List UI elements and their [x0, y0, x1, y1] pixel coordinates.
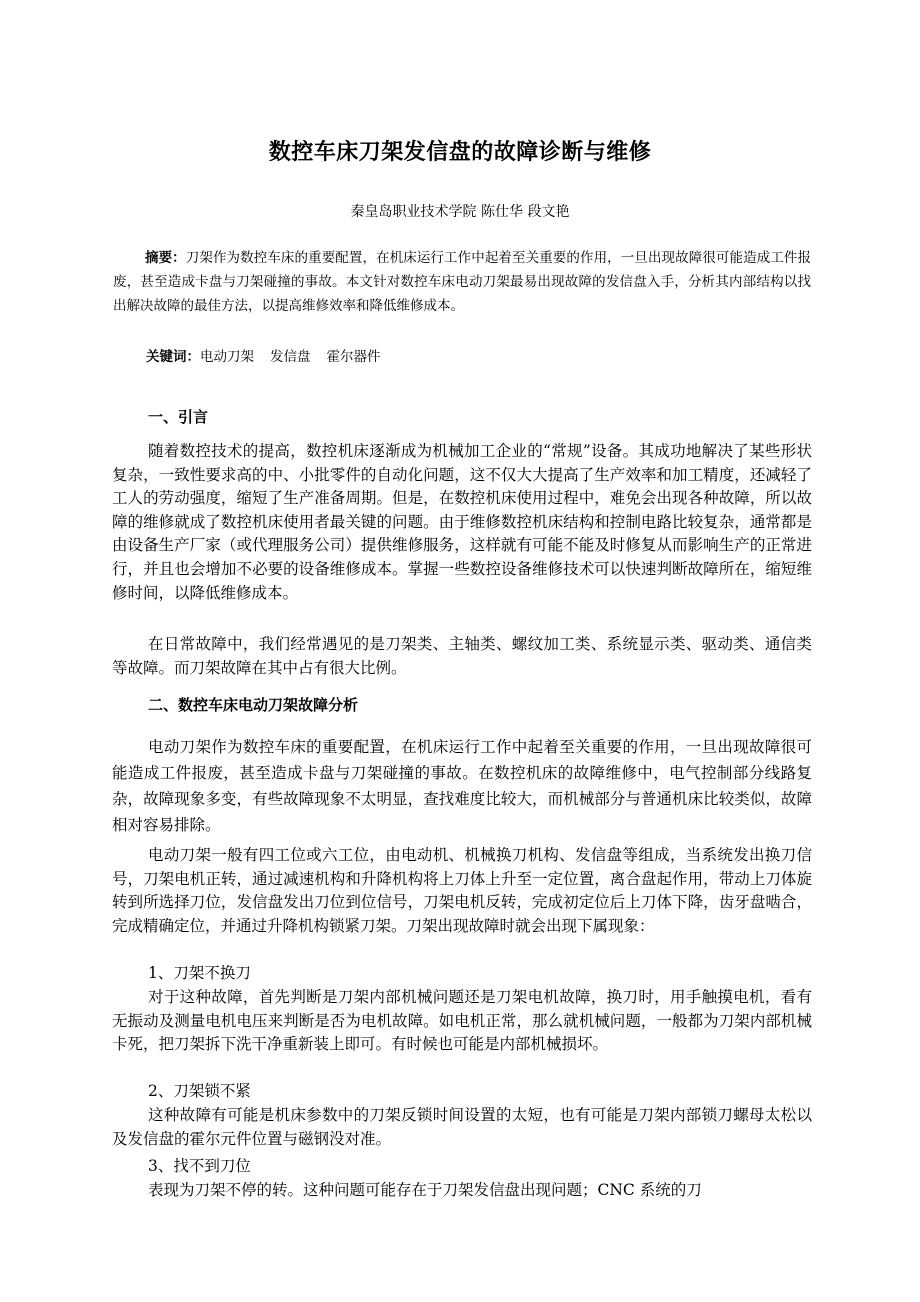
abstract-text: 刀架作为数控车床的重要配置，在机床运行工作中起着至关重要的作用，一旦出现故障很可能造成工件报废，甚至造成卡盘与刀架碰撞的事故。本文针对数控车床电动刀架最易出现故障的发信盘入手，分析其内部结构以找出解决故障的最佳方法，以提高维修效率和降低维修成本。 [113, 250, 811, 314]
abstract-label: 摘要： [145, 250, 186, 266]
fault-item-text-2: 这种故障有可能是机床参数中的刀架反锁时间设置的太短，也有可能是刀架内部锁刀螺母太松以及发信盘的霍尔元件位置与磁钢没对准。 [112, 1106, 812, 1148]
paper-title: 数控车床刀架发信盘的故障诊断与维修 [268, 140, 652, 165]
fault-item-text-1: 对于这种故障，首先判断是刀架内部机械问题还是刀架电机故障，换刀时，用手触摸电机，看有无振动及测量电机电压来判断是否为电机故障。如电机正常，那么就机械问题，一般都为刀架内部机械卡死，把刀架拆下洗干净重新装上即可。有时候也可能是内部机械损坏。 [112, 988, 812, 1054]
analysis-paragraph-1: 电动刀架作为数控车床的重要配置，在机床运行工作中起着至关重要的作用，一旦出现故障很可能造成工件报废，甚至造成卡盘与刀架碰撞的事故。在数控机床的故障维修中，电气控制部分线路复杂，故障现象多变，有些故障现象不太明显，查找难度比较大，而机械部分与普通机床比较类似，故障相对容易排除。 [112, 738, 812, 834]
keywords-label: 关键词： [146, 349, 200, 365]
analysis-paragraph-2: 电动刀架一般有四工位或六工位，由电动机、机械换刀机构、发信盘等组成，当系统发出换刀信号，刀架电机正转，通过减速机构和升降机构将上刀体上升至一定位置，离合盘起作用，带动上刀体旋转到所选择刀位，发信盘发出刀位到位信号，刀架电机反转，完成初定位后上刀体下降，齿牙盘啮合，完成精确定位，并通过升降机构锁紧刀架。刀架出现故障时就会出现下属现象： [112, 846, 812, 935]
intro-paragraph-1: 随着数控技术的提高，数控机床逐渐成为机械加工企业的“常规”设备。其成功地解决了某些形状复杂，一致性要求高的中、小批零件的自动化问题，这不仅大大提高了生产效率和加工精度，还减轻了工人的劳动强度，缩短了生产准备周期。但是，在数控机床使用过程中，难免会出现各种故障，所以故障的维修就成了数控机床使用者最关键的问题。由于维修数控机床结构和控制电路比较复杂，通常都是由设备生产厂家（或代理服务公司）提供维修服务，这样就有可能不能及时修复从而影响生产的正常进行，并且也会增加不必要的设备维修成本。掌握一些数控设备维修技术可以快速判断故障所在，缩短维修时间，以降低维修成本。 [112, 442, 812, 602]
section-heading-analysis: 二、数控车床电动刀架故障分析 [148, 696, 359, 714]
fault-item-title-1: 1、刀架不换刀 [148, 964, 251, 982]
fault-item-title-3: 3、找不到刀位 [148, 1157, 251, 1175]
keyword-item: 电动刀架 [200, 349, 254, 365]
fault-item-text-3: 表现为刀架不停的转。这种问题可能存在于刀架发信盘出现问题；CNC 系统的刀 [148, 1181, 702, 1199]
keyword-item: 发信盘 [270, 349, 311, 365]
fault-item-title-2: 2、刀架锁不紧 [148, 1082, 251, 1100]
intro-paragraph-2: 在日常故障中，我们经常遇见的是刀架类、主轴类、螺纹加工类、系统显示类、驱动类、通信类等故障。而刀架故障在其中占有很大比例。 [112, 635, 812, 677]
keywords [146, 345, 806, 369]
author-line: 秦皇岛职业技术学院 陈仕华 段文艳 [350, 204, 570, 220]
abstract [113, 246, 811, 318]
section-heading-intro: 一、引言 [148, 408, 209, 426]
keyword-item: 霍尔器件 [326, 349, 381, 365]
